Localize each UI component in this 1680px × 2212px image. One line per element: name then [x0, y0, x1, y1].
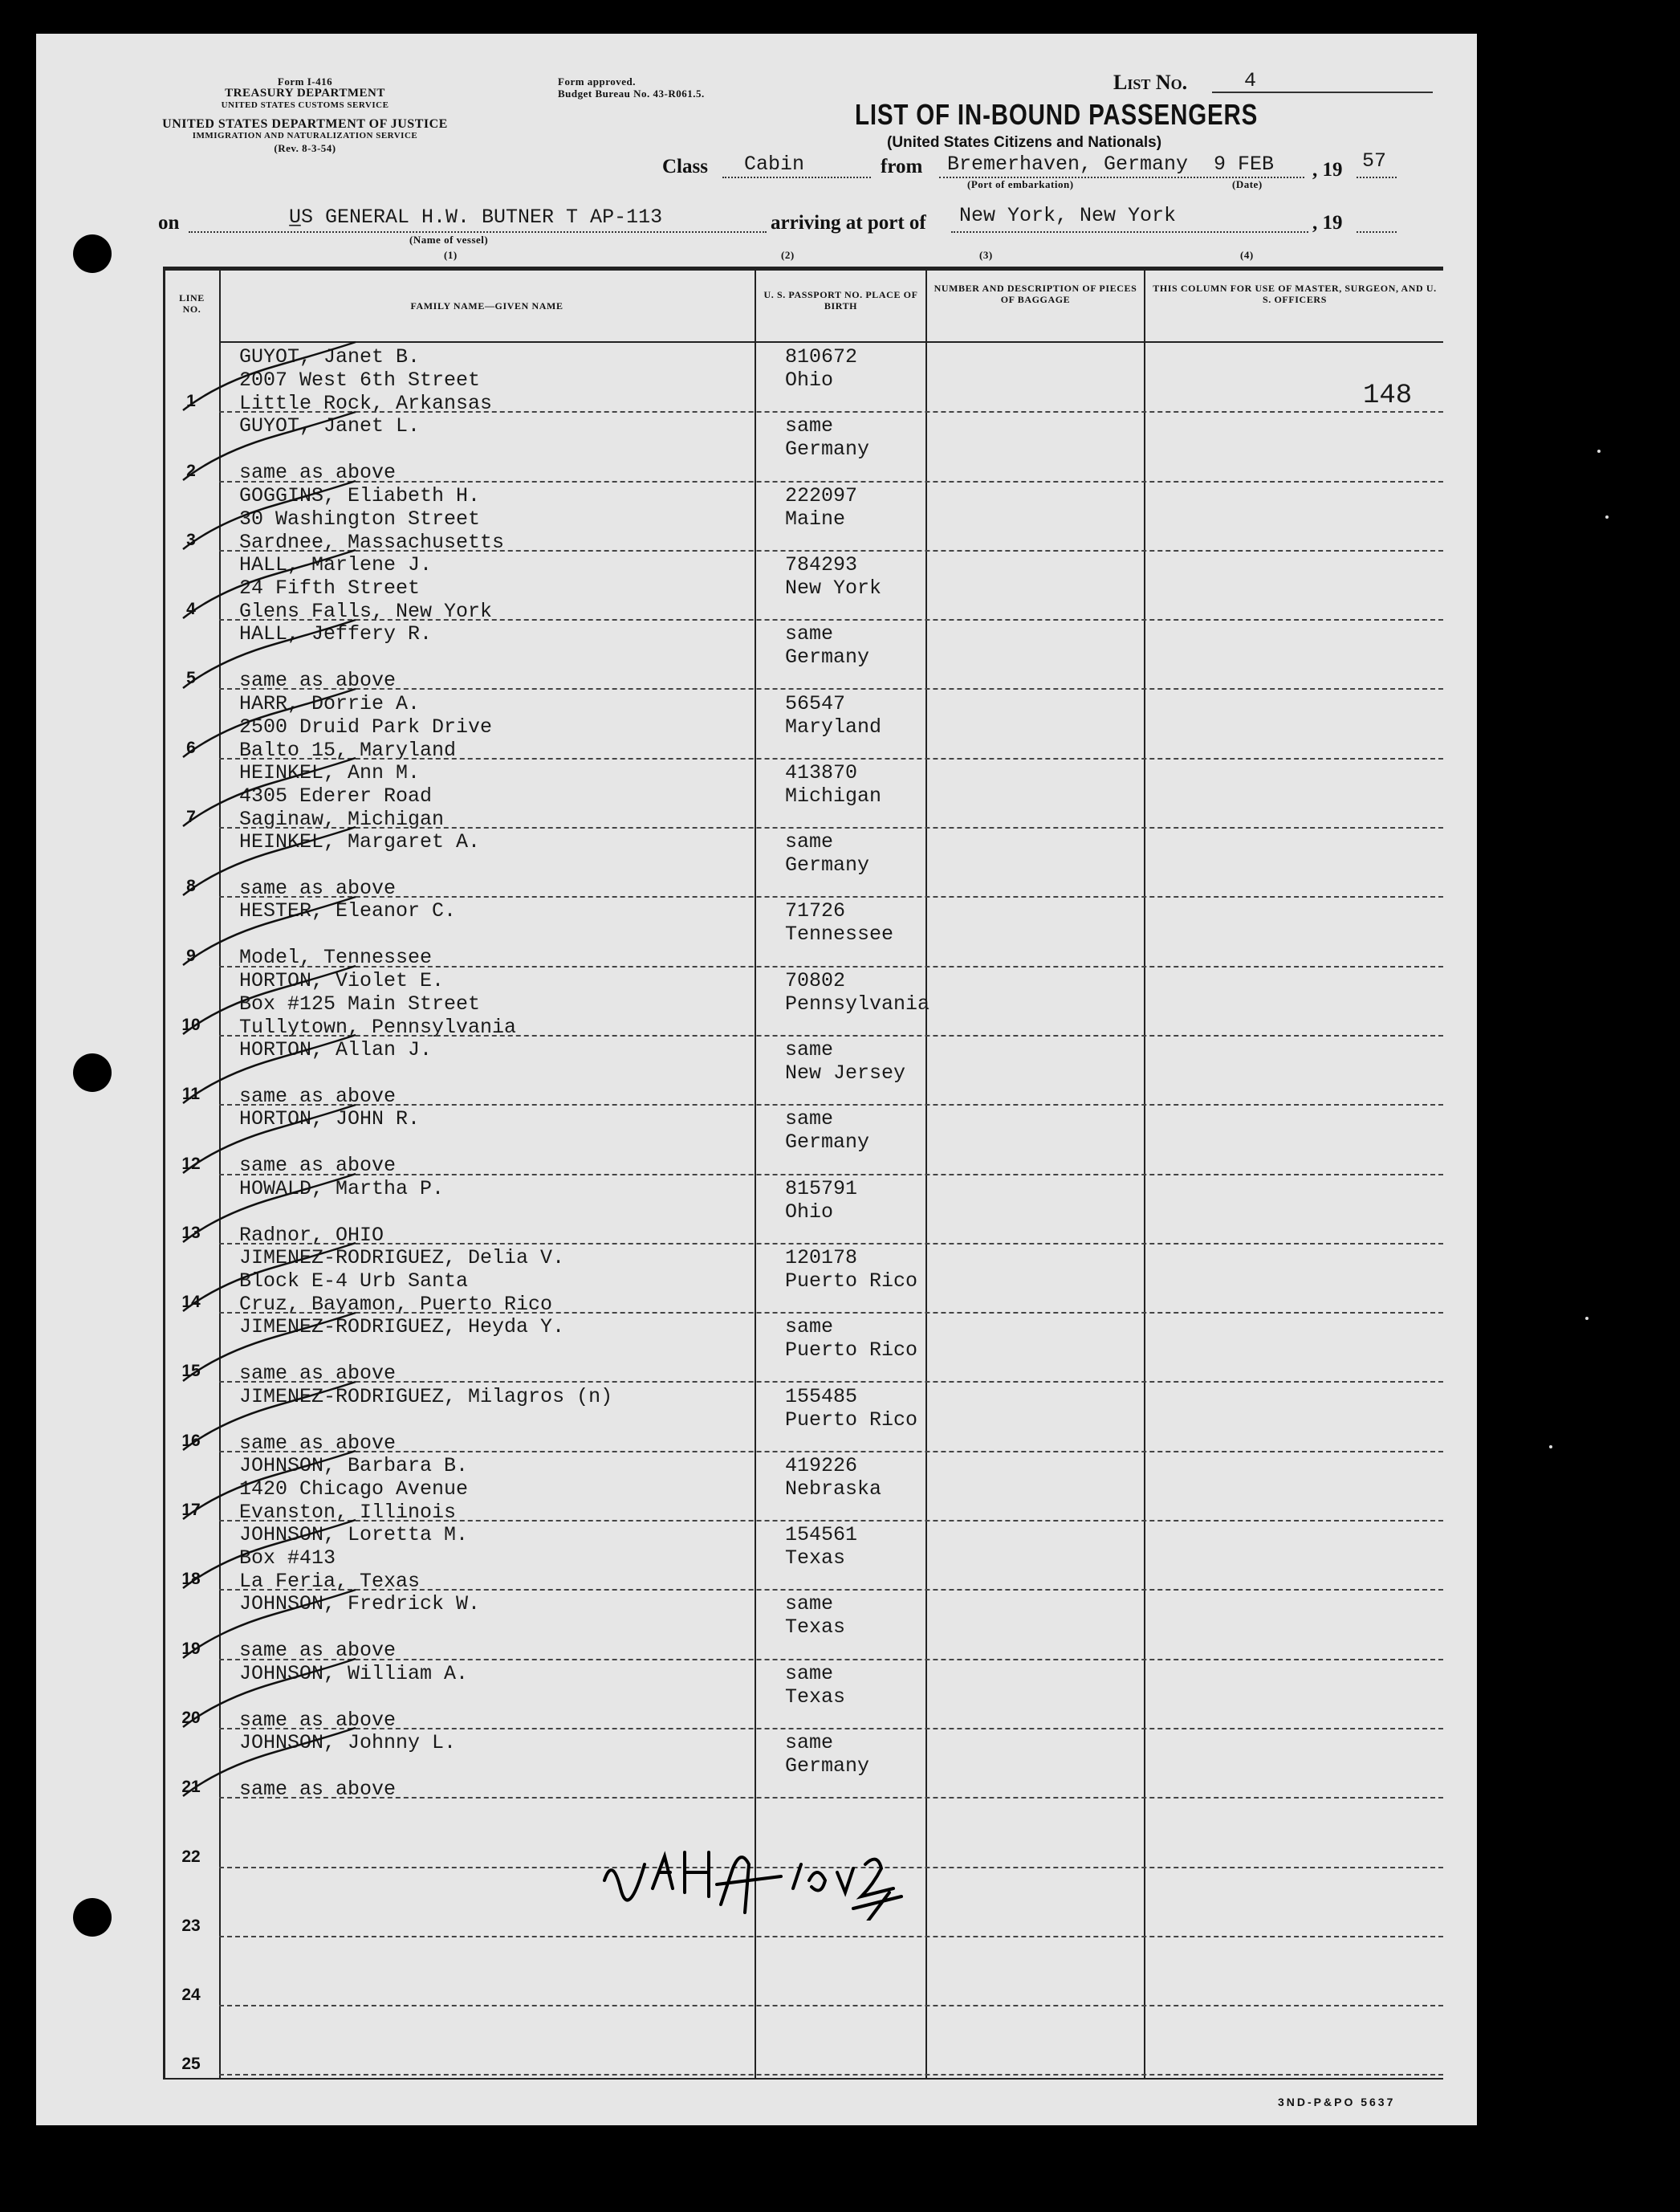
row-divider: [219, 411, 1443, 413]
passenger-name: HALL, Marlene J.: [239, 552, 433, 576]
passenger-name: JIMENEZ-RODRIGUEZ, Heyda Y.: [239, 1315, 565, 1339]
place-of-birth: Germany: [785, 1130, 870, 1155]
revision-date: (Rev. 8-3-54): [274, 142, 336, 154]
line-number: 3: [186, 530, 196, 549]
passenger-address: Radnor, OHIO: [239, 1223, 384, 1247]
col-header-passport: U. S. PASSPORT NO. PLACE OF BIRTH: [763, 289, 918, 312]
line-number: 20: [181, 1708, 201, 1727]
treasury-dept: TREASURY DEPARTMENT: [225, 87, 385, 100]
passenger-address: Block E-4 Urb Santa: [239, 1269, 469, 1293]
passport-number: 419226: [785, 1453, 858, 1477]
line-number: 24: [181, 1986, 201, 2005]
header-bottom-border: [219, 341, 1443, 343]
passenger-name: HESTER, Eleanor C.: [239, 899, 457, 923]
table-row: [163, 1731, 1443, 1800]
budget-bureau: Budget Bureau No. 43-R061.5.: [558, 88, 705, 100]
passenger-name: GOGGINS, Eliabeth H.: [239, 483, 481, 507]
passenger-name: HORTON, Violet E.: [239, 968, 445, 992]
line-number: 13: [181, 1223, 201, 1242]
place-of-birth: Puerto Rico: [785, 1338, 918, 1363]
row-divider: [219, 1104, 1443, 1106]
passenger-address: Model, Tennessee: [239, 946, 433, 970]
line-number: 15: [181, 1362, 201, 1381]
row-divider: [219, 688, 1443, 690]
line-number: 19: [181, 1639, 201, 1658]
row-divider: [219, 1936, 1443, 1937]
passport-number: 815791: [785, 1176, 858, 1200]
speck: [1597, 450, 1601, 453]
place-of-birth: Puerto Rico: [785, 1269, 918, 1293]
line-number: 1: [186, 392, 196, 411]
place-of-birth: Texas: [785, 1684, 846, 1709]
list-no-line: [1212, 92, 1433, 93]
punch-hole-top: [73, 234, 112, 273]
line-number: 8: [186, 877, 196, 896]
passenger-name: JIMENEZ-RODRIGUEZ, Delia V.: [239, 1245, 565, 1269]
speck: [1585, 1317, 1588, 1320]
passenger-address: same as above: [239, 461, 397, 485]
place-of-birth: Germany: [785, 646, 870, 670]
form-number: Form I-416: [277, 75, 333, 88]
col-header-line-no: LINE NO.: [179, 292, 205, 315]
line-number: 17: [181, 1501, 201, 1520]
passenger-name: HOWALD, Martha P.: [239, 1176, 445, 1200]
passport-number: 70802: [785, 968, 846, 992]
row-divider: [219, 481, 1443, 483]
place-of-birth: Maine: [785, 507, 846, 531]
row-divider: [219, 1797, 1443, 1799]
passenger-name: GUYOT, Janet B.: [239, 345, 421, 369]
arriving-label: arriving at port of: [771, 212, 926, 234]
passenger-name: HORTON, JOHN R.: [239, 1107, 421, 1131]
date-caption: (Date): [1232, 178, 1263, 190]
passenger-name: JOHNSON, Johnny L.: [239, 1731, 457, 1754]
line-number: 18: [181, 1570, 201, 1589]
speck: [1605, 515, 1609, 519]
class-label: Class: [662, 156, 708, 177]
row-divider: [219, 1589, 1443, 1591]
passport-number: 784293: [785, 552, 858, 576]
row-divider: [219, 619, 1443, 621]
passenger-name: HORTON, Allan J.: [239, 1038, 433, 1061]
passenger-address: Cruz, Bayamon, Puerto Rico: [239, 1292, 553, 1316]
row-divider: [219, 896, 1443, 898]
speck: [1549, 1445, 1552, 1448]
vessel-caption: (Name of vessel): [409, 234, 489, 246]
passport-number: 56547: [785, 691, 846, 715]
date-value: 9 FEB: [1214, 153, 1275, 176]
year2-line: [1357, 231, 1397, 233]
row-divider: [219, 550, 1443, 552]
row-divider: [219, 1381, 1443, 1383]
col-num-4: (4): [1240, 249, 1254, 261]
line-number: 4: [186, 600, 196, 619]
year-prefix: , 19: [1312, 159, 1343, 181]
passport-number: same: [785, 830, 834, 854]
row-divider: [219, 2005, 1443, 2006]
passenger-name: HARR, Dorrie A.: [239, 691, 421, 715]
row-divider: [219, 758, 1443, 760]
officer-note: 148: [1363, 381, 1413, 411]
passport-number: 222097: [785, 483, 858, 507]
table-row: [163, 2008, 1443, 2077]
passenger-address: Saginaw, Michigan: [239, 807, 445, 831]
handwritten-scribble-icon: [588, 1832, 958, 1921]
passenger-name: JOHNSON, Fredrick W.: [239, 1592, 481, 1616]
passport-number: 71726: [785, 899, 846, 923]
from-value: Bremerhaven, Germany: [947, 153, 1189, 176]
row-divider: [219, 827, 1443, 829]
line-number: 10: [181, 1015, 201, 1034]
passport-number: same: [785, 1592, 834, 1616]
on-label: on: [158, 212, 180, 234]
col-num-1: (1): [444, 249, 458, 261]
passenger-name: HALL, Jeffery R.: [239, 622, 433, 646]
col-num-3: (3): [979, 249, 993, 261]
passenger-address: same as above: [239, 669, 397, 693]
line-number: 12: [181, 1154, 201, 1173]
approval-block: [558, 75, 705, 100]
col-header-name: FAMILY NAME—GIVEN NAME: [410, 300, 563, 312]
passport-number: same: [785, 414, 834, 438]
class-line: [722, 177, 871, 178]
passenger-name: JOHNSON, Barbara B.: [239, 1453, 469, 1477]
passenger-address: same as above: [239, 1708, 397, 1732]
year2-prefix: , 19: [1312, 212, 1343, 234]
passenger-address: Little Rock, Arkansas: [239, 392, 493, 415]
passenger-address: Box #125 Main Street: [239, 992, 481, 1016]
customs-service: UNITED STATES CUSTOMS SERVICE: [221, 100, 389, 110]
line-number: 14: [181, 1293, 201, 1312]
col-header-officers: THIS COLUMN FOR USE OF MASTER, SURGEON, AND U. S. OFFICERS: [1153, 283, 1437, 305]
class-value: Cabin: [744, 153, 805, 176]
row-divider: [219, 966, 1443, 967]
row-divider: [219, 2074, 1443, 2076]
vessel-line: [189, 231, 767, 233]
place-of-birth: Texas: [785, 1615, 846, 1640]
passenger-address: same as above: [239, 1085, 397, 1108]
place-of-birth: Puerto Rico: [785, 1407, 918, 1432]
place-of-birth: Germany: [785, 1754, 870, 1778]
passenger-name: HEINKEL, Ann M.: [239, 760, 421, 784]
line-number: 25: [181, 2055, 201, 2074]
passport-number: same: [785, 1731, 834, 1754]
page-title: LIST OF IN-BOUND PASSENGERS: [855, 98, 1259, 131]
arrival-port-value: New York, New York: [959, 204, 1177, 227]
form-info-block: [148, 75, 462, 154]
line-number: 9: [186, 946, 196, 965]
passenger-address: same as above: [239, 1154, 397, 1178]
passenger-name: JIMENEZ-RODRIGUEZ, Milagros (n): [239, 1384, 613, 1408]
line-number: 5: [186, 669, 196, 688]
table-bottom-border: [163, 2078, 1443, 2080]
place-of-birth: Tennessee: [785, 923, 894, 947]
passenger-address: 2500 Druid Park Drive: [239, 715, 493, 739]
passenger-table: [163, 267, 1443, 2080]
check-mark-icon: [171, 1720, 364, 1808]
line-number: 6: [186, 738, 196, 757]
passenger-address: Tullytown, Pennsylvania: [239, 1015, 517, 1039]
form-approved: Form approved.: [558, 75, 637, 88]
list-no-value: 4: [1244, 69, 1257, 92]
list-no-label: List No.: [1113, 71, 1188, 94]
passport-number: same: [785, 1038, 834, 1061]
line-number: 22: [181, 1847, 201, 1866]
line-number: 21: [181, 1778, 201, 1797]
place-of-birth: New York: [785, 576, 882, 600]
line-number: 23: [181, 1916, 201, 1935]
handwritten-total: [588, 1832, 958, 1921]
arrival-line: [951, 231, 1308, 233]
passenger-name: JOHNSON, William A.: [239, 1661, 469, 1685]
line-number: 16: [181, 1431, 201, 1450]
row-divider: [219, 1520, 1443, 1522]
page-subtitle: (United States Citizens and Nationals): [887, 134, 1162, 151]
passport-number: 413870: [785, 760, 858, 784]
passenger-name: JOHNSON, Loretta M.: [239, 1523, 469, 1547]
place-of-birth: Maryland: [785, 715, 882, 739]
punch-hole-middle: [73, 1053, 112, 1092]
place-of-birth: Pennsylvania: [785, 992, 930, 1016]
passenger-address: Glens Falls, New York: [239, 599, 493, 623]
passenger-address: same as above: [239, 1639, 397, 1663]
line-number: 7: [186, 808, 196, 827]
footer-code: 3ND-P&PO 5637: [1278, 2096, 1396, 2108]
passenger-address: Balto 15, Maryland: [239, 738, 457, 762]
place-of-birth: Nebraska: [785, 1477, 882, 1501]
passenger-address: 1420 Chicago Avenue: [239, 1477, 469, 1501]
place-of-birth: Texas: [785, 1546, 846, 1570]
passport-number: same: [785, 1661, 834, 1685]
passenger-address: same as above: [239, 1431, 397, 1455]
ins-service: IMMIGRATION AND NATURALIZATION SERVICE: [192, 131, 418, 141]
table-top-border: [163, 267, 1443, 271]
from-label: from: [881, 156, 923, 177]
punch-hole-bottom: [73, 1898, 112, 1937]
passenger-address: 30 Washington Street: [239, 507, 481, 531]
port-caption: (Port of embarkation): [967, 178, 1074, 190]
passenger-address: 2007 West 6th Street: [239, 369, 481, 392]
passenger-name: GUYOT, Janet L.: [239, 414, 421, 438]
place-of-birth: Germany: [785, 438, 870, 462]
row-divider: [219, 1659, 1443, 1660]
passenger-name: HEINKEL, Margaret A.: [239, 830, 481, 854]
passenger-address: same as above: [239, 1362, 397, 1386]
place-of-birth: Michigan: [785, 784, 882, 808]
row-divider: [219, 1174, 1443, 1175]
table-row: [163, 1939, 1443, 2008]
passport-number: 810672: [785, 345, 858, 369]
passport-number: 154561: [785, 1523, 858, 1547]
passenger-address: Sardnee, Massachusetts: [239, 530, 505, 554]
passenger-address: Box #413: [239, 1546, 336, 1570]
year-line: [1357, 177, 1397, 178]
row-divider: [219, 1243, 1443, 1245]
passport-number: same: [785, 1315, 834, 1339]
passport-number: same: [785, 622, 834, 646]
row-divider: [219, 1728, 1443, 1729]
passenger-address: same as above: [239, 1778, 397, 1801]
place-of-birth: Germany: [785, 853, 870, 878]
col-header-baggage: NUMBER AND DESCRIPTION OF PIECES OF BAGGAGE: [934, 283, 1137, 305]
line-number: 2: [186, 461, 196, 480]
year-value: 57: [1362, 149, 1387, 173]
row-divider: [219, 1451, 1443, 1452]
passenger-address: Evanston, Illinois: [239, 1500, 457, 1524]
passenger-address: same as above: [239, 877, 397, 901]
passenger-address: 4305 Ederer Road: [239, 784, 433, 808]
line-number: 11: [181, 1085, 201, 1104]
passenger-address: La Feria, Texas: [239, 1570, 421, 1594]
place-of-birth: New Jersey: [785, 1061, 906, 1085]
passenger-address: 24 Fifth Street: [239, 576, 421, 600]
row-divider: [219, 1312, 1443, 1314]
place-of-birth: Ohio: [785, 369, 834, 392]
row-divider: [219, 1035, 1443, 1037]
passport-number: 120178: [785, 1245, 858, 1269]
col-num-2: (2): [781, 249, 795, 261]
manifest-page: [36, 34, 1477, 2125]
place-of-birth: Ohio: [785, 1200, 834, 1224]
justice-dept: UNITED STATES DEPARTMENT OF JUSTICE: [162, 117, 448, 131]
passport-number: same: [785, 1107, 834, 1131]
vessel-value: U̲S GENERAL H.W. BUTNER T AP-113: [289, 206, 663, 229]
passport-number: 155485: [785, 1384, 858, 1408]
